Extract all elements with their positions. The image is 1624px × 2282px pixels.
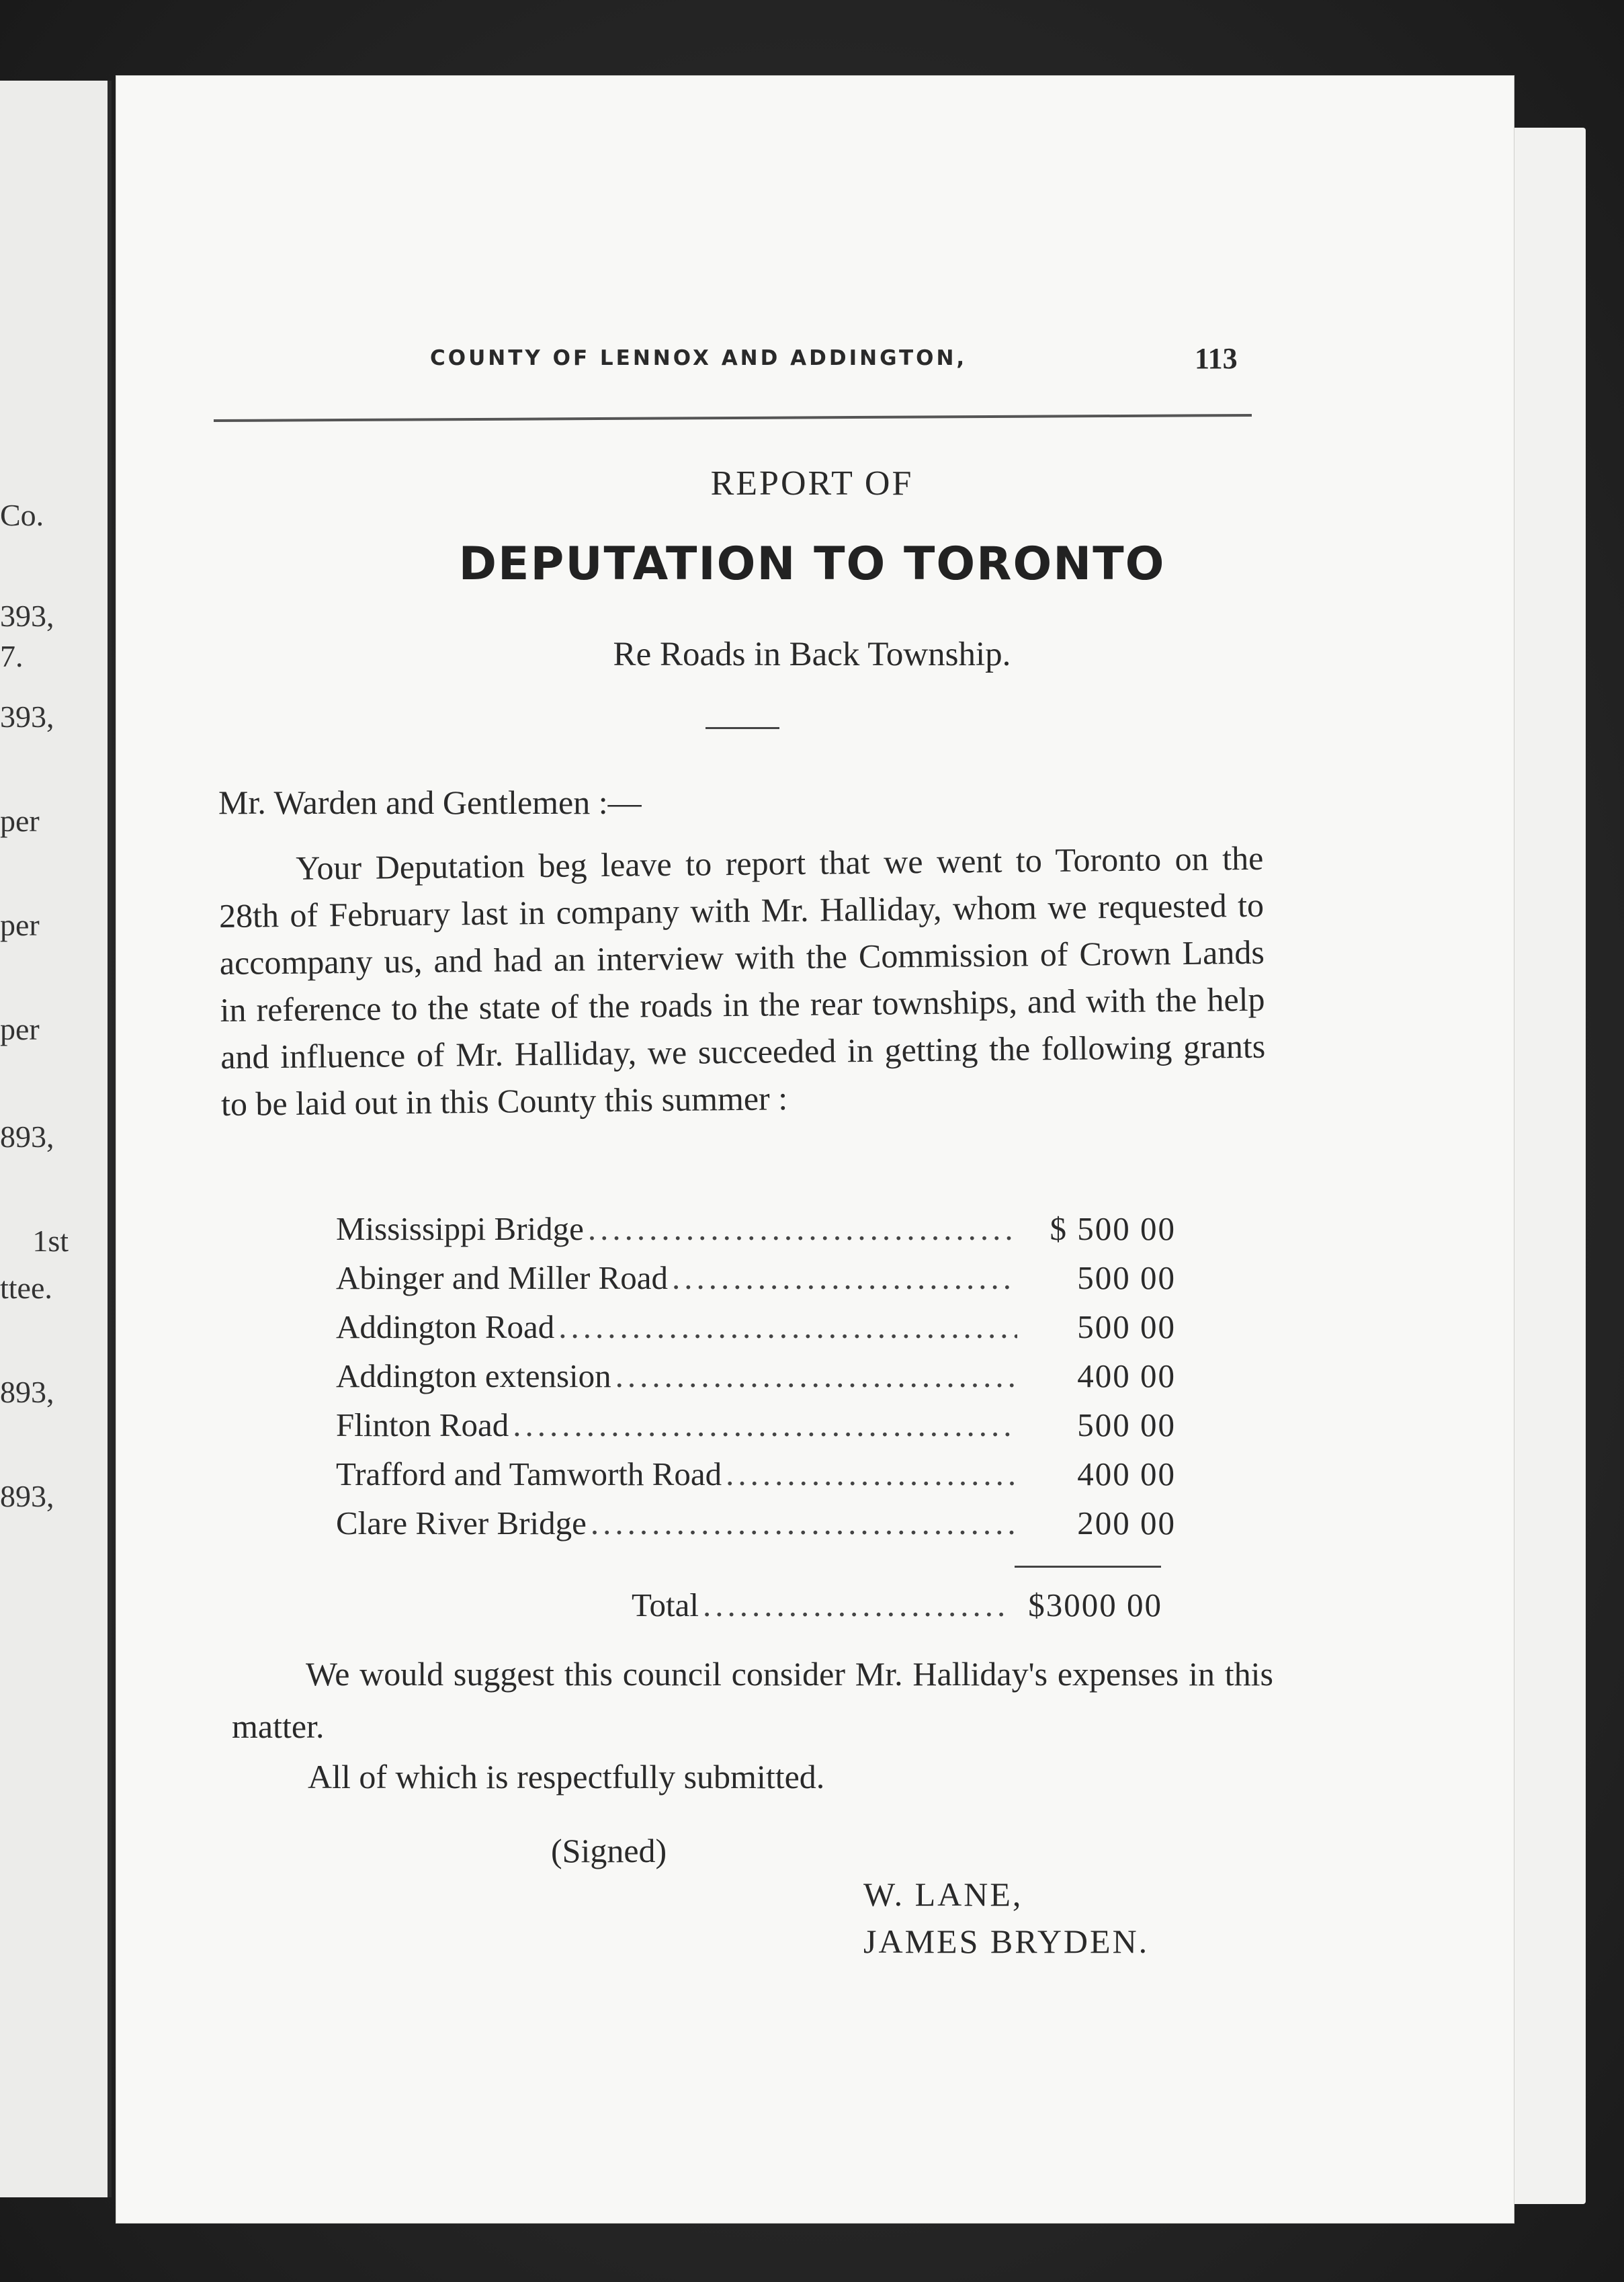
title-divider bbox=[706, 727, 779, 729]
grants-list bbox=[336, 1210, 1176, 1553]
report-title: DEPUTATION TO TORONTO bbox=[458, 538, 1166, 591]
dot-leader bbox=[588, 1210, 1017, 1248]
book-page bbox=[116, 75, 1514, 2224]
left-page-fragment: 893, bbox=[0, 1375, 54, 1409]
sum-rule bbox=[1015, 1566, 1161, 1568]
grant-name: Clare River Bridge bbox=[336, 1505, 587, 1541]
running-head: COUNTY OF LENNOX AND ADDINGTON, bbox=[430, 346, 968, 370]
grant-name: Abinger and Miller Road bbox=[336, 1259, 668, 1296]
total-row bbox=[632, 1586, 1162, 1624]
salutation: Mr. Warden and Gentlemen :— bbox=[218, 784, 642, 821]
report-subtitle: Re Roads in Back Township. bbox=[613, 636, 1011, 673]
grant-name: Mississippi Bridge bbox=[336, 1210, 584, 1247]
signed-label: (Signed) bbox=[551, 1832, 667, 1869]
dot-leader bbox=[558, 1308, 1017, 1346]
left-page-fragment: 393, bbox=[0, 700, 54, 734]
suggestion-paragraph: We would suggest this council consider Mr. Halliday's expenses in this matter. bbox=[232, 1655, 1273, 1745]
report-heading: REPORT OF bbox=[710, 464, 914, 503]
dot-leader bbox=[615, 1357, 1017, 1395]
left-page-fragment: Co. bbox=[0, 498, 44, 532]
left-page-fragment: 893, bbox=[0, 1119, 54, 1154]
grant-name: Trafford and Tamworth Road bbox=[336, 1455, 722, 1492]
left-page-fragment: 1st bbox=[32, 1224, 69, 1258]
signatory-name: JAMES BRYDEN. bbox=[863, 1922, 1150, 1960]
left-page-fragment: per bbox=[0, 908, 40, 942]
grant-name: Addington extension bbox=[336, 1357, 611, 1394]
report-body-paragraph: Your Deputation beg leave to report that we went to Toronto on the 28th of February last in company with Mr. Halliday, whom we requested to accompany us, and had an interview with the Commission of Crown Lands in reference to the state of the roads in the rear townships, and with the help and influence of Mr. Halliday, we succeeded in getting the following grants to be laid out in this County this summer : bbox=[218, 839, 1266, 1123]
grant-row bbox=[336, 1259, 1176, 1308]
dot-leader bbox=[591, 1504, 1017, 1542]
total-label: Total bbox=[632, 1587, 699, 1623]
grant-name: Addington Road bbox=[336, 1308, 555, 1345]
grant-row bbox=[336, 1210, 1176, 1259]
grant-amount: 500 00 bbox=[1077, 1308, 1176, 1345]
grant-row bbox=[336, 1357, 1176, 1406]
closing-line: All of which is respectfully submitted. bbox=[308, 1758, 825, 1795]
grant-amount: 200 00 bbox=[1077, 1505, 1176, 1541]
grant-amount: 400 00 bbox=[1077, 1357, 1176, 1394]
grant-name: Flinton Road bbox=[336, 1406, 509, 1443]
grant-amount: 400 00 bbox=[1077, 1455, 1176, 1492]
grant-row bbox=[336, 1406, 1176, 1455]
grant-amount: $ 500 00 bbox=[1050, 1210, 1176, 1247]
left-page-edge bbox=[0, 81, 112, 2197]
left-page-fragment: 7. bbox=[0, 639, 24, 673]
dot-leader bbox=[513, 1406, 1017, 1444]
left-page-fragment: ttee. bbox=[0, 1271, 52, 1305]
grant-row bbox=[336, 1504, 1176, 1553]
grant-amount: 500 00 bbox=[1077, 1406, 1176, 1443]
grant-row bbox=[336, 1308, 1176, 1357]
dot-leader bbox=[703, 1586, 1004, 1624]
page-number: 113 bbox=[1195, 342, 1238, 375]
left-page-fragment: per bbox=[0, 804, 40, 838]
left-page-fragment: 393, bbox=[0, 599, 54, 633]
grant-amount: 500 00 bbox=[1077, 1259, 1176, 1296]
signatory-name: W. LANE, bbox=[863, 1875, 1023, 1913]
dot-leader bbox=[726, 1455, 1017, 1493]
grant-row bbox=[336, 1455, 1176, 1504]
dot-leader bbox=[672, 1259, 1017, 1297]
total-amount: $3000 00 bbox=[1028, 1587, 1162, 1623]
left-page-fragment: 893, bbox=[0, 1479, 54, 1513]
left-page-fragment: per bbox=[0, 1012, 40, 1046]
